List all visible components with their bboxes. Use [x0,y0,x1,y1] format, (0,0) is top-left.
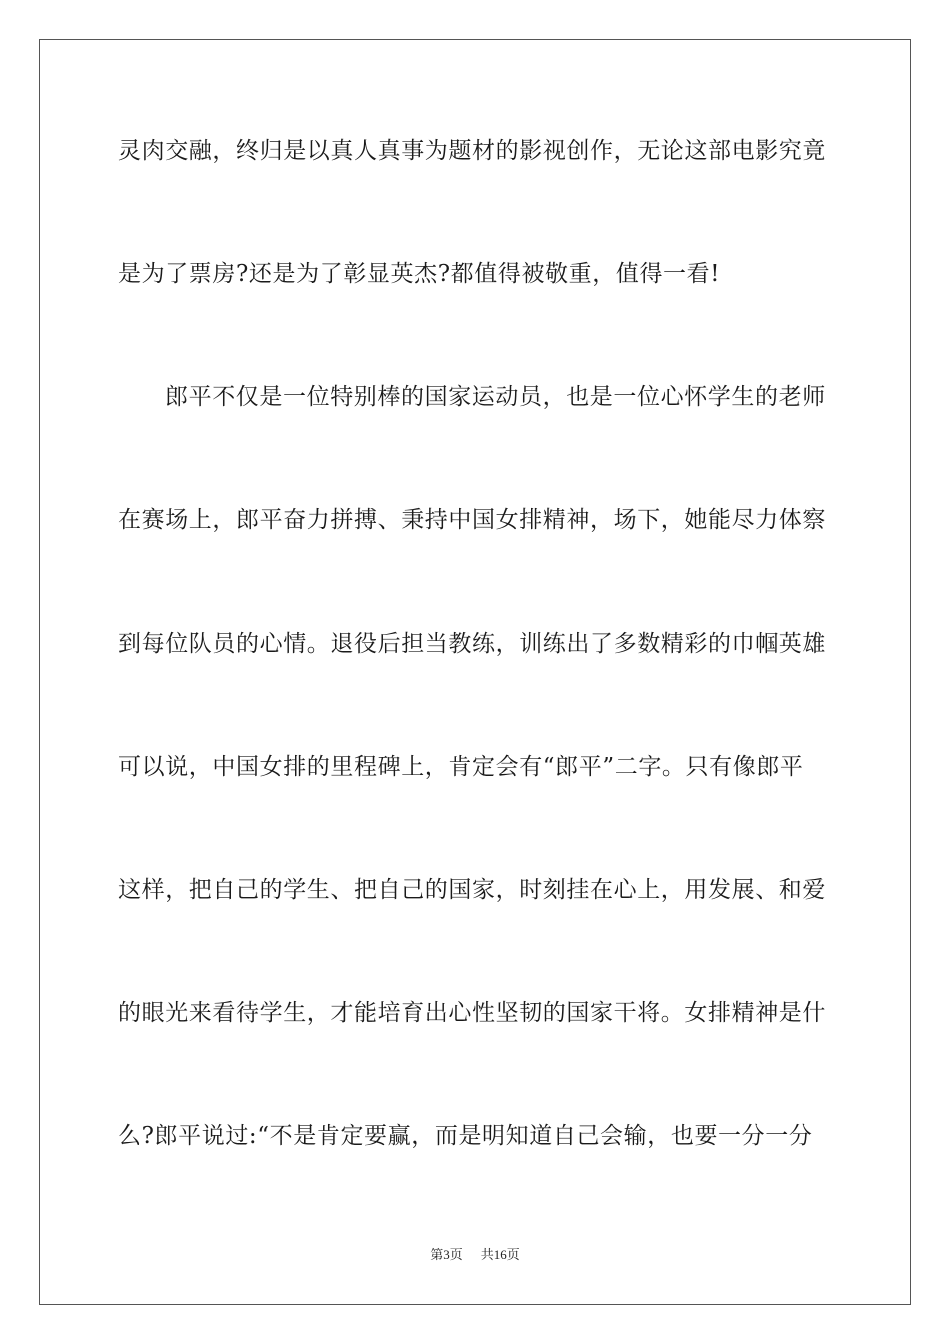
body-text-line: 么?郎平说过:“不是肯定要赢，而是明知道自己会输，也要一分一分 [118,1123,813,1149]
page-number: 第3页 [430,1247,463,1262]
body-text-line: 的眼光来看待学生，才能培育出心性坚韧的国家干将。女排精神是什 [118,1000,826,1026]
body-text-line: 灵肉交融，终归是以真人真事为题材的影视创作，无论这部电影究竟 [118,138,826,164]
page-footer [0,1246,950,1264]
body-text-line: 在赛场上，郎平奋力拼搏、秉持中国女排精神，场下，她能尽力体察 [118,507,826,533]
body-text-line: 可以说，中国女排的里程碑上，肯定会有“郎平”二字。只有像郎平 [118,754,804,780]
body-text-line: 这样，把自己的学生、把自己的国家，时刻挂在心上，用发展、和爱 [118,877,826,903]
page-total: 共16页 [480,1247,520,1262]
paragraph-start-line: 郎平不仅是一位特别棒的国家运动员，也是一位心怀学生的老师 [165,384,826,410]
body-text-line: 是为了票房?还是为了彰显英杰?都值得被敬重，值得一看! [118,261,721,287]
body-text-line: 到每位队员的心情。退役后担当教练，训练出了多数精彩的巾帼英雄 [118,631,826,657]
